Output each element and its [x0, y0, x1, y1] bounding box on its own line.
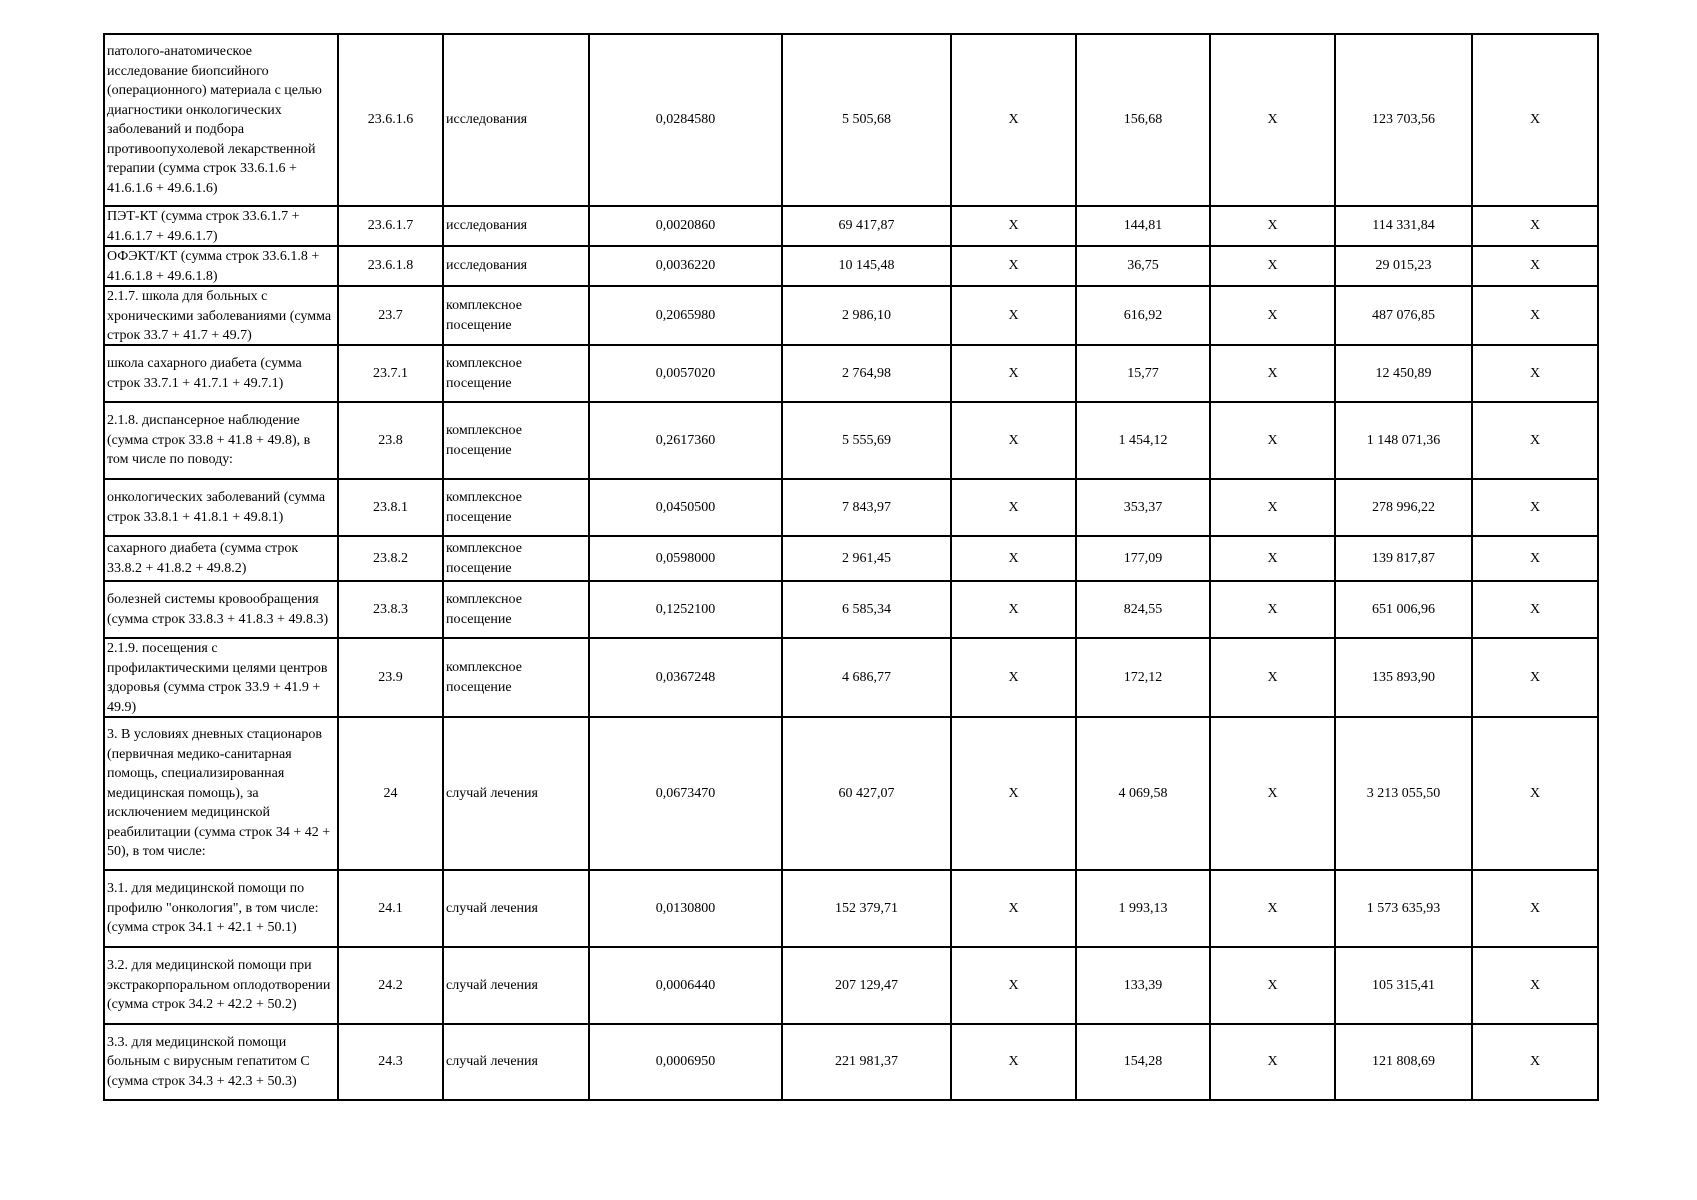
row-col7: 36,75	[1076, 246, 1210, 286]
row-col9: 487 076,85	[1335, 286, 1472, 345]
row-unit: комплексное посещение	[443, 638, 589, 717]
row-col8: Х	[1210, 402, 1335, 479]
row-volume: 0,2065980	[589, 286, 782, 345]
row-volume: 0,0367248	[589, 638, 782, 717]
row-volume: 0,0673470	[589, 717, 782, 870]
row-volume: 0,1252100	[589, 581, 782, 638]
row-code: 23.6.1.7	[338, 206, 443, 246]
row-col6: Х	[951, 206, 1076, 246]
row-col7: 154,28	[1076, 1024, 1210, 1100]
table-row	[104, 34, 1598, 206]
row-cost: 2 961,45	[782, 536, 951, 581]
table-row	[104, 870, 1598, 947]
table-row	[104, 536, 1598, 581]
row-col10: Х	[1472, 638, 1598, 717]
row-col6: Х	[951, 345, 1076, 402]
row-name: ПЭТ-КТ (сумма строк 33.6.1.7 + 41.6.1.7 + 49.6.1.7)	[104, 206, 338, 246]
row-col7: 1 993,13	[1076, 870, 1210, 947]
row-col6: Х	[951, 286, 1076, 345]
row-name: 3. В условиях дневных стационаров (первичная медико-санитарная помощь, специализированная медицинская помощь), за исключением медицинской реабилитации (сумма строк 34 + 42 + 50), в том числе:	[104, 717, 338, 870]
row-col7: 1 454,12	[1076, 402, 1210, 479]
row-col9: 1 573 635,93	[1335, 870, 1472, 947]
row-code: 23.6.1.8	[338, 246, 443, 286]
row-col10: Х	[1472, 1024, 1598, 1100]
row-cost: 69 417,87	[782, 206, 951, 246]
row-col9: 135 893,90	[1335, 638, 1472, 717]
table-row	[104, 638, 1598, 717]
row-col6: Х	[951, 1024, 1076, 1100]
table-row	[104, 581, 1598, 638]
row-col10: Х	[1472, 536, 1598, 581]
row-col6: Х	[951, 638, 1076, 717]
row-name: ОФЭКТ/КТ (сумма строк 33.6.1.8 + 41.6.1.8 + 49.6.1.8)	[104, 246, 338, 286]
row-col6: Х	[951, 947, 1076, 1024]
financing-table	[103, 33, 1599, 1101]
row-name: 3.1. для медицинской помощи по профилю "онкология", в том числе: (сумма строк 34.1 + 42.1 + 50.1)	[104, 870, 338, 947]
row-unit: исследования	[443, 206, 589, 246]
row-col8: Х	[1210, 638, 1335, 717]
row-code: 24	[338, 717, 443, 870]
row-unit: случай лечения	[443, 870, 589, 947]
row-col9: 651 006,96	[1335, 581, 1472, 638]
row-name: 2.1.7. школа для больных с хроническими заболеваниями (сумма строк 33.7 + 41.7 + 49.7)	[104, 286, 338, 345]
row-unit: комплексное посещение	[443, 286, 589, 345]
row-cost: 6 585,34	[782, 581, 951, 638]
row-col8: Х	[1210, 581, 1335, 638]
row-col6: Х	[951, 246, 1076, 286]
row-col7: 144,81	[1076, 206, 1210, 246]
table-row	[104, 947, 1598, 1024]
row-col7: 172,12	[1076, 638, 1210, 717]
row-col6: Х	[951, 402, 1076, 479]
row-col8: Х	[1210, 286, 1335, 345]
row-col9: 29 015,23	[1335, 246, 1472, 286]
row-volume: 0,0450500	[589, 479, 782, 536]
row-volume: 0,0020860	[589, 206, 782, 246]
row-col6: Х	[951, 536, 1076, 581]
table-row	[104, 246, 1598, 286]
row-unit: исследования	[443, 246, 589, 286]
row-code: 24.1	[338, 870, 443, 947]
row-unit: случай лечения	[443, 947, 589, 1024]
row-col6: Х	[951, 581, 1076, 638]
row-name: 3.3. для медицинской помощи больным с вирусным гепатитом С (сумма строк 34.3 + 42.3 + 50.3)	[104, 1024, 338, 1100]
row-cost: 5 505,68	[782, 34, 951, 206]
row-col10: Х	[1472, 717, 1598, 870]
table-body	[104, 34, 1598, 1100]
row-name: 3.2. для медицинской помощи при экстракорпоральном оплодотворении (сумма строк 34.2 + 42.2 + 50.2)	[104, 947, 338, 1024]
row-col8: Х	[1210, 206, 1335, 246]
table-row	[104, 345, 1598, 402]
row-col9: 278 996,22	[1335, 479, 1472, 536]
row-col7: 616,92	[1076, 286, 1210, 345]
row-code: 23.8.3	[338, 581, 443, 638]
row-code: 24.3	[338, 1024, 443, 1100]
row-cost: 2 764,98	[782, 345, 951, 402]
row-cost: 2 986,10	[782, 286, 951, 345]
row-volume: 0,0057020	[589, 345, 782, 402]
row-col8: Х	[1210, 1024, 1335, 1100]
row-col9: 114 331,84	[1335, 206, 1472, 246]
row-volume: 0,0598000	[589, 536, 782, 581]
row-unit: случай лечения	[443, 717, 589, 870]
row-col7: 824,55	[1076, 581, 1210, 638]
row-unit: комплексное посещение	[443, 345, 589, 402]
row-unit: комплексное посещение	[443, 536, 589, 581]
row-cost: 152 379,71	[782, 870, 951, 947]
row-code: 24.2	[338, 947, 443, 1024]
row-col9: 1 148 071,36	[1335, 402, 1472, 479]
table-row	[104, 1024, 1598, 1100]
row-volume: 0,0036220	[589, 246, 782, 286]
row-col8: Х	[1210, 870, 1335, 947]
row-unit: комплексное посещение	[443, 402, 589, 479]
table-row	[104, 717, 1598, 870]
row-name: патолого-анатомическое исследование биопсийного (операционного) материала с целью диагностики онкологических заболеваний и подбора противоопухолевой лекарственной терапии (сумма строк 33.6.1.6 + 41.6.1.6 + 49.6.1.6)	[104, 34, 338, 206]
row-col10: Х	[1472, 206, 1598, 246]
row-cost: 207 129,47	[782, 947, 951, 1024]
row-name: сахарного диабета (сумма строк 33.8.2 + 41.8.2 + 49.8.2)	[104, 536, 338, 581]
row-col8: Х	[1210, 345, 1335, 402]
table-row	[104, 402, 1598, 479]
row-col9: 105 315,41	[1335, 947, 1472, 1024]
row-col9: 123 703,56	[1335, 34, 1472, 206]
row-col10: Х	[1472, 34, 1598, 206]
row-unit: комплексное посещение	[443, 581, 589, 638]
row-col6: Х	[951, 870, 1076, 947]
row-cost: 7 843,97	[782, 479, 951, 536]
row-code: 23.8.1	[338, 479, 443, 536]
row-col9: 139 817,87	[1335, 536, 1472, 581]
row-volume: 0,0284580	[589, 34, 782, 206]
row-col8: Х	[1210, 479, 1335, 536]
row-col7: 177,09	[1076, 536, 1210, 581]
table-row	[104, 286, 1598, 345]
row-col6: Х	[951, 34, 1076, 206]
row-col7: 353,37	[1076, 479, 1210, 536]
row-col10: Х	[1472, 402, 1598, 479]
row-col10: Х	[1472, 947, 1598, 1024]
row-col7: 15,77	[1076, 345, 1210, 402]
row-col7: 4 069,58	[1076, 717, 1210, 870]
row-volume: 0,0130800	[589, 870, 782, 947]
row-col8: Х	[1210, 246, 1335, 286]
row-unit: исследования	[443, 34, 589, 206]
row-col10: Х	[1472, 479, 1598, 536]
row-cost: 60 427,07	[782, 717, 951, 870]
row-col6: Х	[951, 717, 1076, 870]
row-unit: случай лечения	[443, 1024, 589, 1100]
table-row	[104, 479, 1598, 536]
row-name: онкологических заболеваний (сумма строк 33.8.1 + 41.8.1 + 49.8.1)	[104, 479, 338, 536]
row-code: 23.9	[338, 638, 443, 717]
row-code: 23.8	[338, 402, 443, 479]
row-col10: Х	[1472, 870, 1598, 947]
row-volume: 0,0006950	[589, 1024, 782, 1100]
row-code: 23.8.2	[338, 536, 443, 581]
row-volume: 0,2617360	[589, 402, 782, 479]
row-code: 23.6.1.6	[338, 34, 443, 206]
row-col8: Х	[1210, 34, 1335, 206]
row-cost: 4 686,77	[782, 638, 951, 717]
row-col10: Х	[1472, 286, 1598, 345]
row-col8: Х	[1210, 536, 1335, 581]
row-name: болезней системы кровообращения (сумма строк 33.8.3 + 41.8.3 + 49.8.3)	[104, 581, 338, 638]
row-col9: 12 450,89	[1335, 345, 1472, 402]
row-unit: комплексное посещение	[443, 479, 589, 536]
row-col10: Х	[1472, 345, 1598, 402]
row-cost: 10 145,48	[782, 246, 951, 286]
row-col9: 121 808,69	[1335, 1024, 1472, 1100]
row-col7: 133,39	[1076, 947, 1210, 1024]
row-col8: Х	[1210, 947, 1335, 1024]
row-name: 2.1.8. диспансерное наблюдение (сумма строк 33.8 + 41.8 + 49.8), в том числе по поводу:	[104, 402, 338, 479]
table-row	[104, 206, 1598, 246]
row-col7: 156,68	[1076, 34, 1210, 206]
row-volume: 0,0006440	[589, 947, 782, 1024]
row-col10: Х	[1472, 581, 1598, 638]
row-name: 2.1.9. посещения с профилактическими целями центров здоровья (сумма строк 33.9 + 41.9 + 49.9)	[104, 638, 338, 717]
row-col8: Х	[1210, 717, 1335, 870]
row-name: школа сахарного диабета (сумма строк 33.7.1 + 41.7.1 + 49.7.1)	[104, 345, 338, 402]
row-cost: 221 981,37	[782, 1024, 951, 1100]
row-code: 23.7.1	[338, 345, 443, 402]
row-col9: 3 213 055,50	[1335, 717, 1472, 870]
row-cost: 5 555,69	[782, 402, 951, 479]
row-code: 23.7	[338, 286, 443, 345]
row-col10: Х	[1472, 246, 1598, 286]
row-col6: Х	[951, 479, 1076, 536]
